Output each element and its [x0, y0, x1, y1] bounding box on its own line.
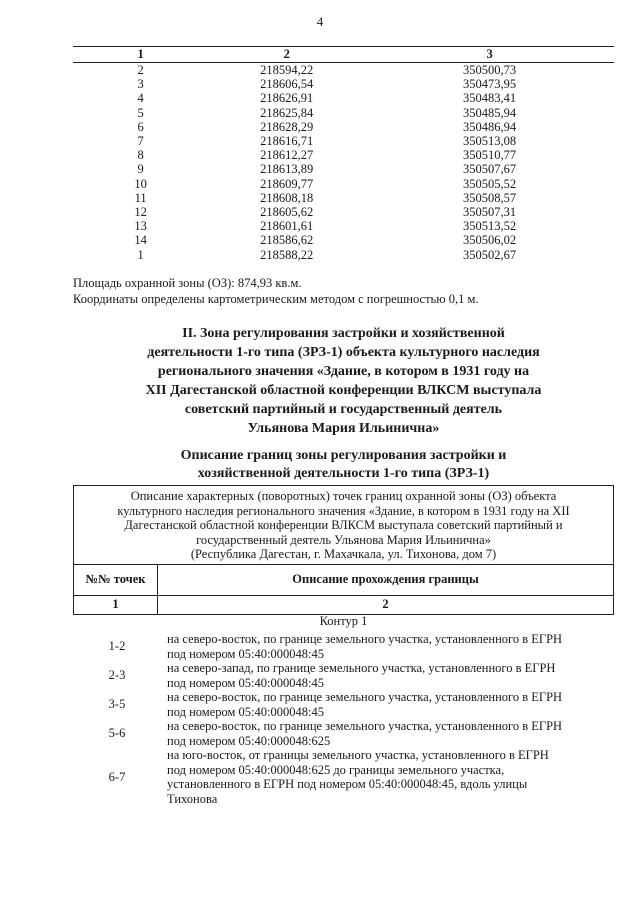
segment-row [73, 632, 614, 661]
subsection-title [73, 447, 614, 483]
table-row [73, 177, 614, 191]
segment-row [73, 690, 614, 719]
page-number: 4 [316, 14, 324, 29]
coord-y: 350486,94 [463, 119, 517, 134]
coord-y: 350473,95 [463, 77, 517, 92]
segment-description-line: на северо-запад, по границе земельного участка, установленного в ЕГРН [167, 661, 556, 675]
coord-y: 350483,41 [463, 91, 517, 106]
boundary-table-header-row [74, 565, 613, 596]
segment-row [73, 748, 614, 806]
segment-description [161, 748, 614, 806]
caption-line: (Республика Дагестан, г. Махачкала, ул. Тихонова, дом 7) [190, 547, 497, 561]
coord-y: 350507,31 [463, 205, 517, 220]
coordinates-table [73, 46, 614, 262]
point-number: 2 [137, 63, 144, 77]
caption-line: государственный деятель Ульянова Мария Ильинична» [196, 532, 491, 547]
segment-description-line: под номером 05:40:000048:625 до границы земельного участка, [167, 762, 505, 777]
coord-y: 350505,52 [463, 176, 517, 191]
table-row [73, 148, 614, 162]
segment-description [161, 719, 614, 748]
segment-description-line: установленного в ЕГРН под номером 05:40:000048:45, вдоль улицы [167, 777, 528, 791]
table-row [73, 91, 614, 105]
segment-description-line: на северо-восток, по границе земельного участка, установленного в ЕГРН [167, 690, 563, 704]
point-number: 5 [137, 105, 144, 120]
coord-y: 350513,52 [463, 219, 517, 234]
segment-description [161, 632, 614, 661]
section-title-line: деятельности 1-го типа (ЗРЗ-1) объекта культурного наследия [147, 345, 540, 360]
coord-x: 218613,89 [260, 162, 314, 177]
coord-x: 218625,84 [260, 105, 314, 120]
segment-description-line: под номером 05:40:000048:45 [167, 704, 324, 719]
point-number: 11 [134, 190, 147, 205]
table-row [73, 191, 614, 205]
segment-id: 3-5 [108, 697, 126, 712]
coordinates-table-body [73, 63, 614, 262]
coord-y: 350502,67 [463, 247, 517, 262]
subsection-title-line: хозяйственной деятельности 1-го типа (ЗРЗ-1) [197, 466, 490, 481]
point-number: 12 [134, 205, 147, 220]
boundary-table-caption [74, 486, 613, 565]
segment-id: 2-3 [108, 668, 126, 683]
column-header-point: 1 [73, 47, 208, 63]
point-number: 9 [137, 162, 144, 177]
boundary-table-number-row [74, 596, 613, 614]
column-number-1: 1 [74, 596, 158, 614]
subsection-title-line: Описание границ зоны регулирования застройки и [180, 448, 507, 463]
coord-y: 350506,02 [463, 233, 517, 248]
coord-x: 218606,54 [260, 77, 314, 92]
table-row [73, 134, 614, 148]
point-number: 8 [137, 148, 144, 163]
segment-description-line: на северо-восток, по границе земельного участка, установленного в ЕГРН [167, 719, 563, 733]
coord-y: 350513,08 [463, 134, 517, 149]
coord-x: 218588,22 [260, 247, 314, 262]
section-title-line: регионального значения «Здание, в котором в 1931 году на [157, 364, 530, 379]
table-row [73, 63, 614, 78]
segment-description-line: Тихонова [167, 791, 218, 806]
table-row [73, 205, 614, 219]
contour-label: Контур 1 [319, 614, 368, 628]
point-number: 4 [137, 91, 144, 106]
section-title-line: XII Дагестанской областной конференции ВЛКСМ выступала [145, 383, 542, 398]
segment-description [161, 690, 614, 719]
coord-y: 350500,73 [463, 63, 517, 77]
section-title-line: советский партийный и государственный деятель [184, 402, 503, 417]
caption-line: Дагестанской областной конференции ВЛКСМ выступала советский партийный и [124, 518, 563, 532]
point-number: 10 [134, 176, 147, 191]
segment-description [161, 661, 614, 690]
section-title-line: Ульянова Мария Ильинична» [247, 421, 440, 436]
table-row [73, 233, 614, 247]
table-row [73, 106, 614, 120]
column-header-y: 3 [365, 47, 614, 63]
table-row [73, 120, 614, 134]
coord-x: 218609,77 [260, 176, 314, 191]
coord-x: 218612,27 [260, 148, 314, 163]
caption-line: культурного наследия регионального значения «Здание, в котором в 1931 году на XII [117, 503, 570, 518]
segment-id: 6-7 [108, 769, 126, 784]
coord-y: 350508,57 [463, 190, 517, 205]
method-note: Координаты определены картометрическим методом с погрешностью 0,1 м. [73, 292, 479, 306]
column-number-2: 2 [382, 597, 389, 611]
column-header-x: 2 [208, 47, 365, 63]
boundary-description-table [73, 485, 614, 615]
section-title [73, 324, 614, 438]
segment-row [73, 719, 614, 748]
caption-line: Описание характерных (поворотных) точек границ охранной зоны (ОЗ) объекта [130, 489, 557, 503]
table-row [73, 162, 614, 176]
coord-x: 218601,61 [260, 219, 314, 234]
table-header-row [73, 47, 614, 63]
point-number: 3 [137, 77, 144, 92]
segment-description-line: под номером 05:40:000048:45 [167, 646, 324, 661]
segment-description-line: на северо-восток, по границе земельного участка, установленного в ЕГРН [167, 632, 563, 646]
point-number: 7 [137, 134, 144, 149]
table-row [73, 248, 614, 262]
table-row [73, 77, 614, 91]
segment-id: 1-2 [108, 639, 126, 654]
point-number: 13 [134, 219, 147, 234]
coord-x: 218616,71 [260, 134, 314, 149]
coord-x: 218605,62 [260, 205, 314, 220]
coord-x: 218626,91 [260, 91, 314, 106]
segment-description-line: под номером 05:40:000048:45 [167, 675, 324, 690]
point-number: 1 [137, 247, 144, 262]
coord-x: 218628,29 [260, 119, 314, 134]
table-row [73, 219, 614, 233]
section-title-line: II. Зона регулирования застройки и хозяйственной [182, 326, 505, 341]
coord-y: 350510,77 [463, 148, 517, 163]
coord-y: 350507,67 [463, 162, 517, 177]
point-number: 6 [137, 119, 144, 134]
segment-row [73, 661, 614, 690]
column-header-points: №№ точек [74, 565, 158, 595]
coord-x: 218594,22 [260, 63, 314, 77]
area-note: Площадь охранной зоны (ОЗ): 874,93 кв.м. [73, 276, 302, 290]
column-header-description: Описание прохождения границы [292, 572, 479, 586]
segment-description-line: под номером 05:40:000048:625 [167, 733, 331, 748]
coord-x: 218608,18 [260, 190, 314, 205]
coord-y: 350485,94 [463, 105, 517, 120]
segment-description-line: на юго-восток, от границы земельного участка, установленного в ЕГРН [167, 748, 549, 762]
segment-id: 5-6 [108, 726, 126, 741]
boundary-segments-list [73, 632, 614, 806]
coord-x: 218586,62 [260, 233, 314, 248]
point-number: 14 [134, 233, 147, 248]
